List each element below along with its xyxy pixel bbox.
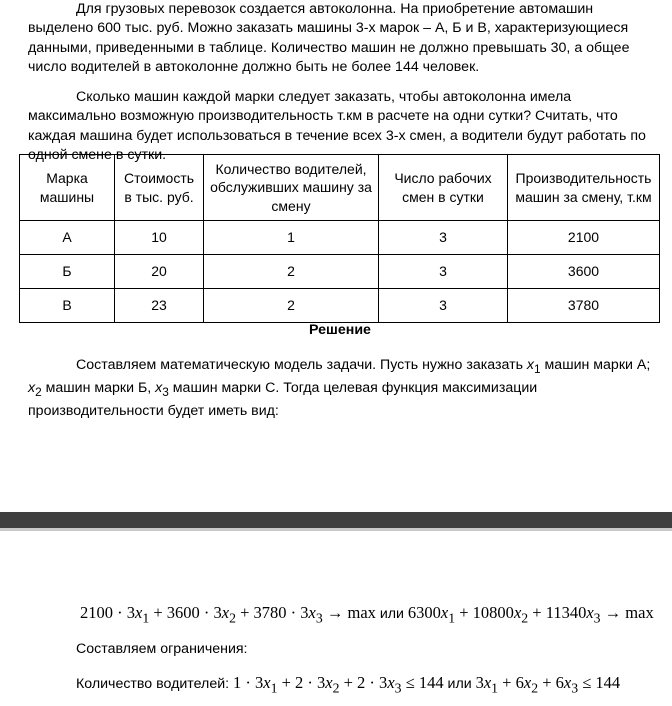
- variable-subscript: 1: [448, 610, 456, 626]
- table-header-cell: Количество водителей, обслуживших машину за смену: [204, 155, 379, 221]
- solution-heading: Решение: [309, 322, 371, 338]
- constraints-label: Составляем ограничения:: [76, 641, 248, 657]
- table-row: [20, 289, 660, 323]
- connector-text: или: [443, 676, 476, 692]
- table-cell: 3: [379, 221, 508, 255]
- variable-subscript: 1: [491, 680, 499, 696]
- page-divider-shadow: [0, 528, 672, 531]
- variable-subscript: 2: [229, 610, 236, 626]
- connector-text: или: [375, 606, 408, 622]
- variable: x: [387, 673, 395, 692]
- table-cell: 2: [204, 289, 379, 323]
- table-cell: 20: [115, 255, 204, 289]
- term: + 2 · 3: [339, 673, 388, 692]
- variable-subscript: 2: [531, 680, 539, 696]
- table-cell: В: [20, 289, 115, 323]
- variable: x: [563, 673, 572, 692]
- term: + 2 · 3: [277, 673, 326, 692]
- table-cell: 2100: [508, 221, 660, 255]
- variable: x: [483, 673, 492, 692]
- solution-paragraph: [28, 356, 660, 422]
- table-cell: 3780: [508, 289, 660, 323]
- variable-subscript: 3: [394, 680, 402, 696]
- solution-text: машин марки А;: [540, 357, 651, 373]
- car-data-table: [19, 154, 660, 323]
- term: + 3780 · 3: [235, 603, 309, 622]
- variable: x: [325, 673, 333, 692]
- table-header-cell: Стоимость в тыс. руб.: [115, 155, 204, 221]
- table-row: [20, 221, 660, 255]
- term: + 3600 · 3: [149, 603, 222, 622]
- variable: x: [308, 603, 316, 622]
- drivers-constraint: [76, 673, 620, 696]
- term: 6300: [407, 603, 441, 622]
- variable-subscript: 1: [534, 361, 541, 376]
- table-cell: 3: [379, 289, 508, 323]
- variable-subscript: 1: [142, 610, 150, 626]
- solution-text: машин марки Б,: [41, 380, 156, 397]
- variable: x: [135, 603, 143, 622]
- term: ≤ 144: [578, 673, 621, 692]
- variable-subscript: 2: [332, 680, 340, 696]
- variable: x: [586, 603, 594, 622]
- table-cell: 2: [204, 255, 379, 289]
- table-cell: Б: [20, 255, 115, 289]
- page-divider: [0, 512, 672, 528]
- table-cell: А: [20, 221, 115, 255]
- intro-paragraph: Для грузовых перевозок создается автоколонна. На приобретение автомашин выделено 600 тыс. руб. Можно заказать машины 3-х марок – А, Б и В, характеризующиеся данными, приведенными в таблице. Количество машин не должно превышать 30, а общее число водителей в автоколонне должно быть не более 144 человек.: [28, 1, 630, 76]
- table-row: [20, 255, 660, 289]
- term: 3: [475, 673, 484, 692]
- term: → max: [322, 603, 376, 622]
- variable: x: [523, 673, 532, 692]
- variable-subscript: 2: [521, 610, 529, 626]
- term: 1 · 3: [233, 673, 264, 692]
- table-header-cell: Число рабочих смен в сутки: [379, 155, 508, 221]
- variable: x: [221, 603, 230, 622]
- variable: x: [440, 603, 449, 622]
- term: 2100 · 3: [80, 603, 135, 622]
- term: → max: [600, 603, 654, 622]
- table-cell: 23: [115, 289, 204, 323]
- term: + 10800: [455, 603, 514, 622]
- variable: x: [155, 380, 163, 397]
- variable: x: [513, 603, 522, 622]
- table-header-cell: Марка машины: [20, 155, 115, 221]
- term: ≤ 144: [401, 673, 444, 692]
- variable-subscript: 1: [270, 680, 278, 696]
- table-header-row: [20, 155, 660, 221]
- table-cell: 10: [115, 221, 204, 255]
- variable-subscript: 3: [593, 610, 601, 626]
- variable-subscript: 2: [35, 385, 42, 400]
- table-cell: 3600: [508, 255, 660, 289]
- table-cell: 1: [204, 221, 379, 255]
- objective-function: [80, 603, 654, 626]
- solution-text: машин марки С. Тогда целевая функция максимизации производительности будет иметь вид:: [28, 380, 538, 420]
- question-paragraph: Сколько машин каждой марки следует заказать, чтобы автоколонна имела максимально возможную производительность т.км в расчете на одни сутки? Считать, что каждая машина будет использоваться в течение всех 3-х смен, а водители будут работать по одной смене в сутки.: [28, 89, 646, 164]
- variable-subscript: 3: [315, 610, 323, 626]
- table-header-cell: Производительность машин за смену, т.км: [508, 155, 660, 221]
- constraint-label: Количество водителей:: [76, 676, 234, 692]
- term: + 11340: [528, 603, 587, 622]
- term: + 6: [498, 673, 524, 692]
- solution-text: Составляем математическую модель задачи. Пусть нужно заказать: [76, 357, 527, 373]
- variable-subscript: 3: [571, 680, 579, 696]
- table-cell: 3: [379, 255, 508, 289]
- term: + 6: [538, 673, 564, 692]
- variable: x: [28, 380, 36, 397]
- variable: x: [526, 357, 535, 373]
- variable: x: [263, 673, 271, 692]
- variable-subscript: 3: [162, 385, 169, 400]
